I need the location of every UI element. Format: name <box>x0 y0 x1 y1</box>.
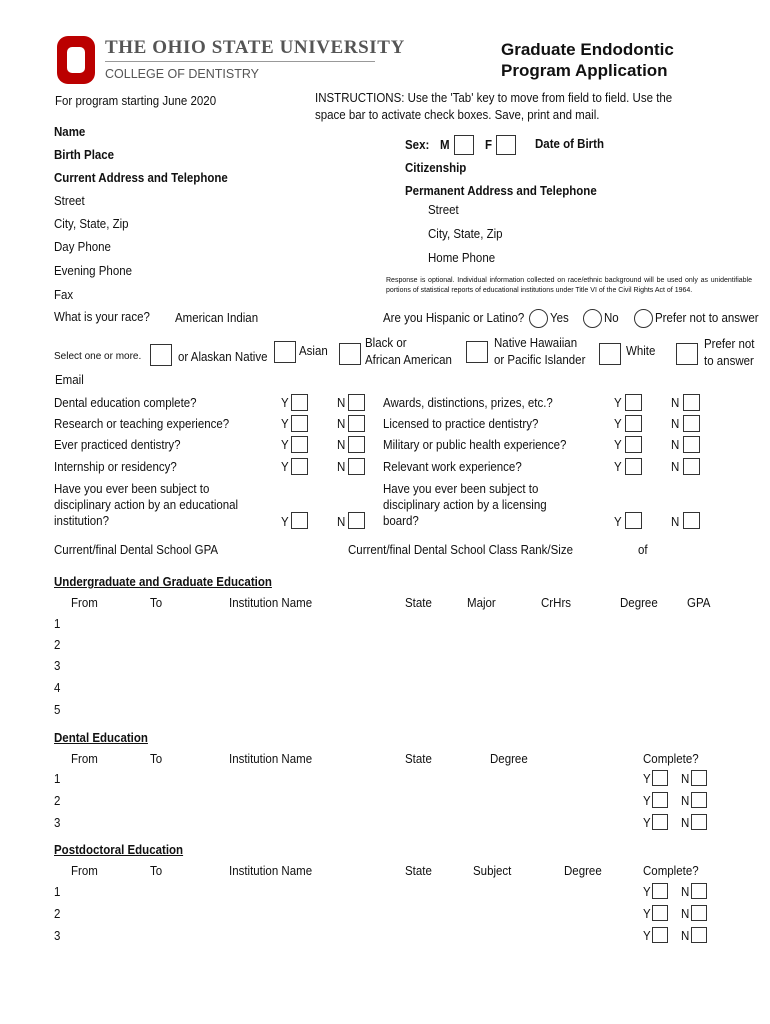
label-hispanic-yes: Yes <box>550 311 569 325</box>
checkbox-postdoc-row3-y[interactable] <box>652 927 668 943</box>
label-birth-place: Birth Place <box>54 148 115 162</box>
form-title-line2: Program Application <box>501 61 668 80</box>
label-gpa: Current/final Dental School GPA <box>54 543 219 557</box>
label-day-phone: Day Phone <box>54 240 111 254</box>
yn-n-label: N <box>681 816 690 830</box>
q-disc-edu-line2: disciplinary action by an educational <box>54 498 239 512</box>
checkbox-race-black[interactable] <box>339 343 361 365</box>
checkbox-dental-row2-n[interactable] <box>691 792 707 808</box>
yn-y-label: Y <box>281 460 289 474</box>
checkbox-work-n[interactable] <box>683 458 700 475</box>
yn-n-label: N <box>337 417 346 431</box>
label-white: White <box>626 344 656 358</box>
checkbox-internship-n[interactable] <box>348 458 365 475</box>
col-degree: Degree <box>490 752 528 766</box>
col-state: State <box>405 596 432 610</box>
label-hawaiian-line1: Native Hawaiian <box>494 336 578 350</box>
label-perm-city: City, State, Zip <box>428 227 503 241</box>
q-research: Research or teaching experience? <box>54 417 230 431</box>
label-street: Street <box>54 194 85 208</box>
yn-n-label: N <box>681 929 690 943</box>
header-divider <box>105 61 375 62</box>
label-of: of <box>638 543 648 557</box>
label-name: Name <box>54 125 86 139</box>
label-fax: Fax <box>54 288 74 302</box>
checkbox-postdoc-row3-n[interactable] <box>691 927 707 943</box>
label-american-indian: American Indian <box>175 311 259 325</box>
checkbox-dental-complete-y[interactable] <box>291 394 308 411</box>
row-number: 2 <box>54 907 61 921</box>
label-select-hint: Select one or more. <box>54 351 142 362</box>
label-evening-phone: Evening Phone <box>54 264 133 278</box>
checkbox-disc-edu-n[interactable] <box>348 512 365 529</box>
radio-hispanic-no[interactable] <box>583 309 602 328</box>
row-number: 1 <box>54 617 61 631</box>
college-name: COLLEGE OF DENTISTRY <box>105 67 259 81</box>
section-ug-education: Undergraduate and Graduate Education <box>54 575 272 589</box>
col-institution: Institution Name <box>229 596 313 610</box>
yn-y-label: Y <box>281 396 289 410</box>
row-number: 3 <box>54 659 61 673</box>
col-institution: Institution Name <box>229 864 313 878</box>
checkbox-postdoc-row2-y[interactable] <box>652 905 668 921</box>
checkbox-research-n[interactable] <box>348 415 365 432</box>
q-disc-edu-line3: institution? <box>54 514 109 528</box>
instructions-line2: space bar to activate check boxes. Save, print and mail. <box>315 108 600 122</box>
checkbox-sex-m[interactable] <box>454 135 474 155</box>
checkbox-race-prefer-not[interactable] <box>676 343 698 365</box>
label-hispanic-question: Are you Hispanic or Latino? <box>383 311 525 325</box>
race-disclaimer: Response is optional. Individual information collected on race/ethnic background will be used only as unidentifiable portions of statistical reports of educational institutions under Title VI of the Civil Rights Act of 1964. <box>386 277 752 294</box>
col-gpa: GPA <box>687 596 711 610</box>
col-from: From <box>71 864 98 878</box>
yn-n-label: N <box>671 438 680 452</box>
checkbox-dental-row2-y[interactable] <box>652 792 668 808</box>
label-prefer-line1: Prefer not <box>704 337 755 351</box>
row-number: 2 <box>54 638 61 652</box>
col-state: State <box>405 752 432 766</box>
label-sex-f: F <box>485 138 493 152</box>
section-postdoc-education: Postdoctoral Education <box>54 843 184 857</box>
yn-y-label: Y <box>643 816 651 830</box>
label-black-line2: African American <box>365 353 452 367</box>
checkbox-practiced-y[interactable] <box>291 436 308 453</box>
yn-y-label: Y <box>643 929 651 943</box>
yn-n-label: N <box>337 460 346 474</box>
col-degree: Degree <box>620 596 658 610</box>
checkbox-awards-n[interactable] <box>683 394 700 411</box>
section-dental-education: Dental Education <box>54 731 148 745</box>
yn-y-label: Y <box>614 438 622 452</box>
checkbox-military-n[interactable] <box>683 436 700 453</box>
col-major: Major <box>467 596 496 610</box>
checkbox-practiced-n[interactable] <box>348 436 365 453</box>
checkbox-dental-complete-n[interactable] <box>348 394 365 411</box>
checkbox-sex-f[interactable] <box>496 135 516 155</box>
yn-n-label: N <box>681 907 690 921</box>
label-current-address: Current Address and Telephone <box>54 171 228 185</box>
yn-n-label: N <box>671 417 680 431</box>
col-state: State <box>405 864 432 878</box>
yn-n-label: N <box>671 515 680 529</box>
yn-y-label: Y <box>614 396 622 410</box>
col-to: To <box>150 752 163 766</box>
checkbox-disc-lic-y[interactable] <box>625 512 642 529</box>
label-black-line1: Black or <box>365 336 407 350</box>
radio-hispanic-prefer-not[interactable] <box>634 309 653 328</box>
radio-hispanic-yes[interactable] <box>529 309 548 328</box>
checkbox-race-american-indian[interactable] <box>150 344 172 366</box>
q-dental-complete: Dental education complete? <box>54 396 197 410</box>
q-licensed: Licensed to practice dentistry? <box>383 417 539 431</box>
label-race-question: What is your race? <box>54 310 150 324</box>
checkbox-internship-y[interactable] <box>291 458 308 475</box>
yn-y-label: Y <box>614 417 622 431</box>
label-home-phone: Home Phone <box>428 251 496 265</box>
col-to: To <box>150 864 163 878</box>
checkbox-dental-row1-n[interactable] <box>691 770 707 786</box>
label-hispanic-no: No <box>604 311 619 325</box>
yn-n-label: N <box>337 515 346 529</box>
yn-n-label: N <box>671 460 680 474</box>
col-to: To <box>150 596 163 610</box>
checkbox-licensed-n[interactable] <box>683 415 700 432</box>
label-sex: Sex: <box>405 138 430 152</box>
label-prefer-line2: to answer <box>704 354 754 368</box>
col-institution: Institution Name <box>229 752 313 766</box>
row-number: 3 <box>54 929 61 943</box>
q-military: Military or public health experience? <box>383 438 567 452</box>
yn-y-label: Y <box>614 515 622 529</box>
label-citizenship: Citizenship <box>405 161 467 175</box>
yn-y-label: Y <box>281 515 289 529</box>
yn-n-label: N <box>337 396 346 410</box>
checkbox-research-y[interactable] <box>291 415 308 432</box>
row-number: 1 <box>54 772 61 786</box>
checkbox-awards-y[interactable] <box>625 394 642 411</box>
col-crhrs: CrHrs <box>541 596 572 610</box>
checkbox-postdoc-row1-y[interactable] <box>652 883 668 899</box>
label-alaskan-native: or Alaskan Native <box>178 350 268 364</box>
checkbox-military-y[interactable] <box>625 436 642 453</box>
yn-y-label: Y <box>643 885 651 899</box>
osu-logo <box>57 36 95 84</box>
col-degree: Degree <box>564 864 602 878</box>
q-awards: Awards, distinctions, prizes, etc.? <box>383 396 553 410</box>
yn-n-label: N <box>671 396 680 410</box>
label-asian: Asian <box>299 344 328 358</box>
row-number: 2 <box>54 794 61 808</box>
instructions-line1: INSTRUCTIONS: Use the 'Tab' key to move from field to field. Use the <box>315 91 673 105</box>
label-city-state-zip: City, State, Zip <box>54 217 129 231</box>
program-start: For program starting June 2020 <box>55 94 217 108</box>
yn-y-label: Y <box>281 438 289 452</box>
q-work: Relevant work experience? <box>383 460 522 474</box>
checkbox-dental-row3-y[interactable] <box>652 814 668 830</box>
yn-y-label: Y <box>643 772 651 786</box>
yn-n-label: N <box>681 885 690 899</box>
label-email: Email <box>55 373 84 387</box>
label-class-rank: Current/final Dental School Class Rank/Size <box>348 543 573 557</box>
label-perm-street: Street <box>428 203 459 217</box>
q-practiced: Ever practiced dentistry? <box>54 438 181 452</box>
checkbox-postdoc-row2-n[interactable] <box>691 905 707 921</box>
checkbox-dental-row3-n[interactable] <box>691 814 707 830</box>
yn-y-label: Y <box>614 460 622 474</box>
col-complete: Complete? <box>643 864 699 878</box>
label-date-of-birth: Date of Birth <box>535 137 604 151</box>
yn-y-label: Y <box>643 794 651 808</box>
checkbox-disc-lic-n[interactable] <box>683 512 700 529</box>
form-title-line1: Graduate Endodontic <box>501 40 674 59</box>
checkbox-work-y[interactable] <box>625 458 642 475</box>
label-permanent-address: Permanent Address and Telephone <box>405 184 597 198</box>
row-number: 4 <box>54 681 61 695</box>
row-number: 1 <box>54 885 61 899</box>
checkbox-dental-row1-y[interactable] <box>652 770 668 786</box>
q-internship: Internship or residency? <box>54 460 177 474</box>
checkbox-race-hawaiian[interactable] <box>466 341 488 363</box>
q-disc-lic-line1: Have you ever been subject to <box>383 482 539 496</box>
row-number: 3 <box>54 816 61 830</box>
col-subject: Subject <box>473 864 512 878</box>
col-from: From <box>71 596 98 610</box>
row-number: 5 <box>54 703 61 717</box>
university-name: THE OHIO STATE UNIVERSITY <box>105 37 405 58</box>
checkbox-race-asian[interactable] <box>274 341 296 363</box>
yn-y-label: Y <box>643 907 651 921</box>
col-from: From <box>71 752 98 766</box>
q-disc-lic-line3: board? <box>383 514 419 528</box>
checkbox-licensed-y[interactable] <box>625 415 642 432</box>
col-complete: Complete? <box>643 752 699 766</box>
yn-n-label: N <box>681 772 690 786</box>
label-hawaiian-line2: or Pacific Islander <box>494 353 586 367</box>
yn-n-label: N <box>337 438 346 452</box>
checkbox-disc-edu-y[interactable] <box>291 512 308 529</box>
label-hispanic-prefer-not: Prefer not to answer <box>655 311 759 325</box>
q-disc-lic-line2: disciplinary action by a licensing <box>383 498 547 512</box>
checkbox-postdoc-row1-n[interactable] <box>691 883 707 899</box>
checkbox-race-white[interactable] <box>599 343 621 365</box>
q-disc-edu-line1: Have you ever been subject to <box>54 482 210 496</box>
yn-n-label: N <box>681 794 690 808</box>
label-sex-m: M <box>440 138 450 152</box>
yn-y-label: Y <box>281 417 289 431</box>
